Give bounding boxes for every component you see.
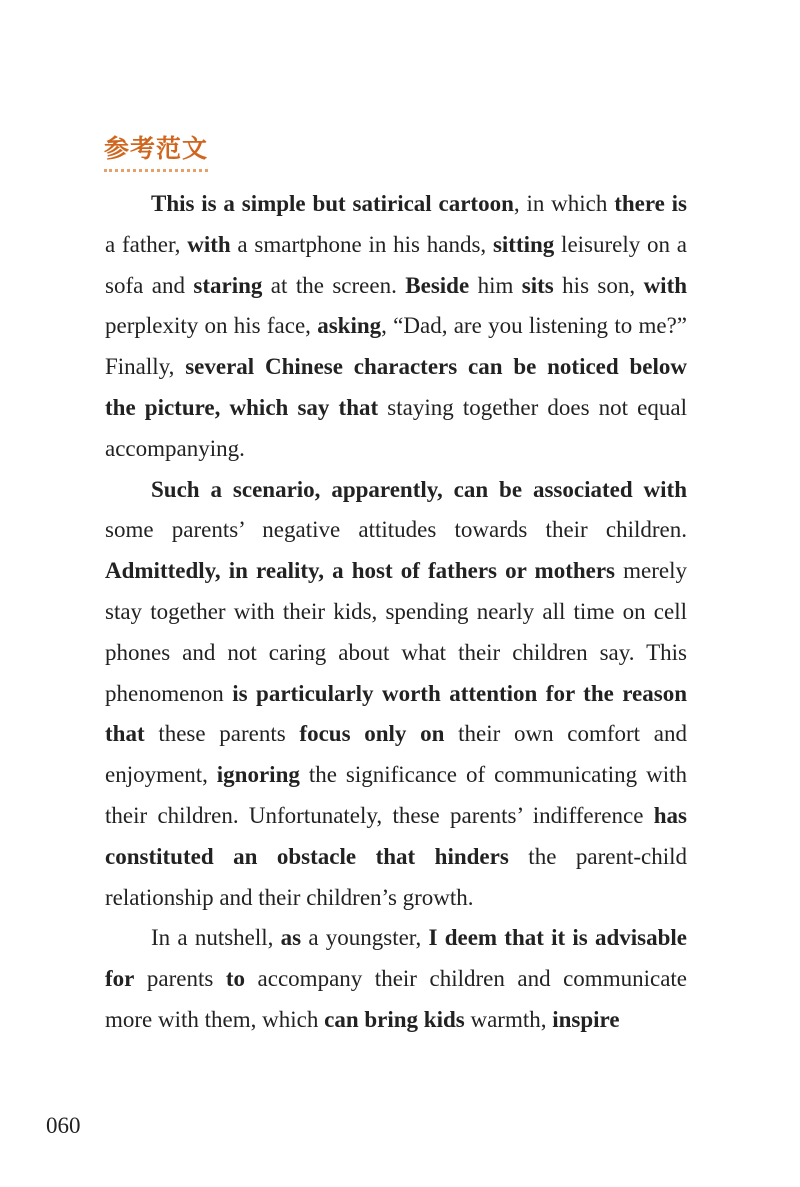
bold-phrase: sitting xyxy=(492,231,555,257)
bold-phrase: with xyxy=(187,231,231,257)
text-run: their own comfort and enjoyment, xyxy=(105,721,687,788)
bold-phrase: sits xyxy=(521,272,554,298)
text-run: , in which xyxy=(513,191,615,216)
text-run: the significance of communicating with their children. Unfortunately, these parents’ indifference xyxy=(105,762,687,828)
text-run: In a nutshell, xyxy=(151,925,281,951)
text-run: a father, xyxy=(105,231,188,257)
bold-phrase: to xyxy=(225,966,246,992)
bold-phrase: is particularly worth attention for the reason that xyxy=(105,680,687,747)
text-run: warmth, xyxy=(464,1006,553,1032)
bold-phrase: has constituted an obstacle that hinders xyxy=(105,802,687,869)
text-run: parents xyxy=(134,966,226,992)
text-run: the parent-child relationship and their children’s growth. xyxy=(105,843,687,910)
text-run: his son, xyxy=(553,272,644,298)
text-run: , “Dad, are you listening to me?” Finally, xyxy=(105,313,688,380)
bold-phrase: inspire xyxy=(552,1006,620,1032)
bold-phrase: Beside xyxy=(405,272,470,298)
text-run: some parents’ negative attitudes towards their children. xyxy=(105,517,687,543)
text-run: accompany their children and communicate more with them, which xyxy=(105,966,687,1032)
text-run: at the screen. xyxy=(262,272,406,298)
text-run: a youngster, xyxy=(301,925,429,951)
bold-phrase: I deem that it is advisable for xyxy=(105,925,688,992)
section-heading: 参考范文 xyxy=(104,134,208,172)
bold-phrase: Such a scenario, apparently, can be associated with xyxy=(151,476,687,502)
text-run: him xyxy=(469,272,522,298)
bold-phrase: as xyxy=(280,925,302,951)
text-run: perplexity on his face, xyxy=(105,313,318,339)
paragraph xyxy=(105,470,687,919)
bold-phrase: asking xyxy=(317,313,382,339)
text-run: merely stay together with their kids, spending nearly all time on cell phones and not caring about what their children say. This phenomenon xyxy=(105,558,687,706)
text-run: these parents xyxy=(144,721,300,747)
text-run: leisurely on a sofa and xyxy=(105,231,687,298)
bold-phrase: can bring kids xyxy=(324,1006,465,1032)
paragraph xyxy=(105,918,687,1040)
bold-phrase: ignoring xyxy=(216,762,300,788)
paragraph xyxy=(105,184,687,470)
page-number: 060 xyxy=(46,1113,81,1138)
bold-phrase: with xyxy=(643,272,688,298)
bold-phrase: This is a simple but satirical cartoon xyxy=(151,191,514,216)
bold-phrase: there is xyxy=(614,191,687,216)
bold-phrase: focus only on xyxy=(299,721,445,747)
essay-body xyxy=(105,184,687,1041)
bold-phrase: staring xyxy=(193,272,263,298)
bold-phrase: several Chinese characters can be noticed below the picture, which say that xyxy=(105,354,687,420)
bold-phrase: Admittedly, in reality, a host of fathers or mothers xyxy=(105,558,616,584)
text-run: staying together does not equal accompanying. xyxy=(105,394,687,461)
text-run: a smartphone in his hands, xyxy=(230,231,493,257)
